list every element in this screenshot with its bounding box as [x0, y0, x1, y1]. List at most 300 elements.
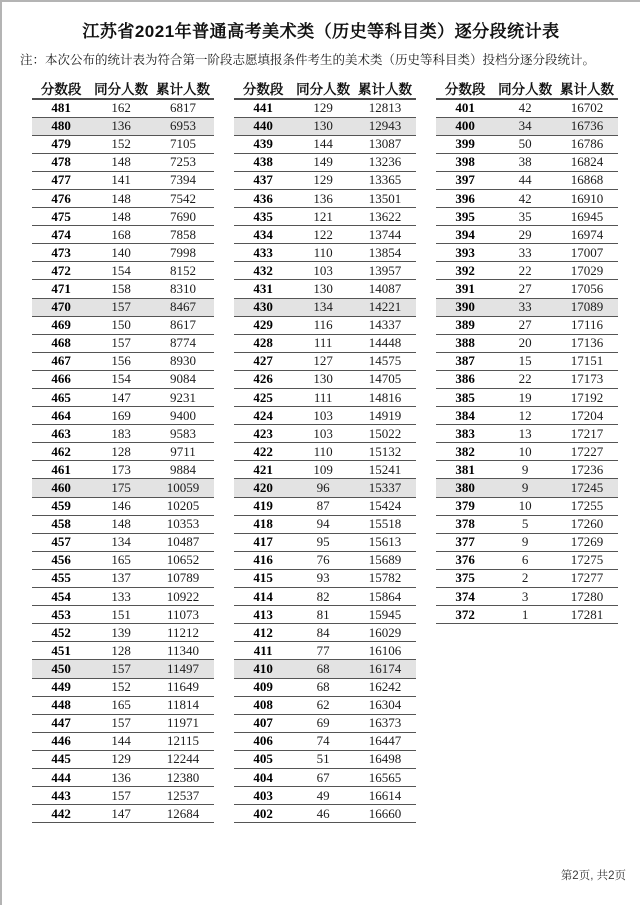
table-row [234, 714, 416, 732]
cell-cumulative: 17204 [556, 407, 618, 425]
table-row [234, 189, 416, 207]
table-row [234, 588, 416, 606]
cell-cumulative: 8930 [152, 352, 214, 370]
cell-score: 452 [32, 624, 90, 642]
cell-same-count: 157 [90, 334, 152, 352]
cell-cumulative: 9231 [152, 389, 214, 407]
cell-cumulative: 14087 [354, 280, 416, 298]
table-row [32, 606, 214, 624]
table-row [436, 298, 618, 316]
cell-score: 377 [436, 533, 494, 551]
cell-same-count: 110 [292, 443, 354, 461]
cell-cumulative: 9583 [152, 425, 214, 443]
table-row [436, 280, 618, 298]
cell-score: 457 [32, 533, 90, 551]
table-row [436, 533, 618, 551]
cell-score: 459 [32, 497, 90, 515]
cell-cumulative: 13957 [354, 262, 416, 280]
cell-cumulative: 14816 [354, 389, 416, 407]
cell-cumulative: 15424 [354, 497, 416, 515]
cell-score: 447 [32, 714, 90, 732]
cell-same-count: 74 [292, 732, 354, 750]
cell-same-count: 165 [90, 696, 152, 714]
table-row [32, 153, 214, 171]
table-row [234, 99, 416, 117]
table-row [32, 208, 214, 226]
cell-cumulative: 17277 [556, 569, 618, 587]
cell-score: 441 [234, 99, 292, 117]
table-row [32, 461, 214, 479]
table-row [234, 533, 416, 551]
cell-cumulative: 17227 [556, 443, 618, 461]
cell-score: 372 [436, 606, 494, 624]
cell-score: 403 [234, 787, 292, 805]
cell-same-count: 148 [90, 189, 152, 207]
cell-score: 477 [32, 171, 90, 189]
cell-same-count: 139 [90, 624, 152, 642]
table-row [436, 189, 618, 207]
cell-cumulative: 10353 [152, 515, 214, 533]
cell-same-count: 22 [494, 262, 556, 280]
cell-score: 466 [32, 370, 90, 388]
cell-cumulative: 16498 [354, 750, 416, 768]
cell-same-count: 129 [292, 99, 354, 117]
cell-score: 444 [32, 768, 90, 786]
cell-cumulative: 7998 [152, 244, 214, 262]
table-row [234, 135, 416, 153]
table-row [234, 370, 416, 388]
table-row [32, 732, 214, 750]
cell-score: 440 [234, 117, 292, 135]
header-row [32, 78, 214, 99]
table-row [234, 298, 416, 316]
cell-same-count: 127 [292, 352, 354, 370]
cell-same-count: 42 [494, 99, 556, 117]
cell-same-count: 2 [494, 569, 556, 587]
cell-cumulative: 16824 [556, 153, 618, 171]
cell-same-count: 44 [494, 171, 556, 189]
cell-cumulative: 10059 [152, 479, 214, 497]
cell-score: 439 [234, 135, 292, 153]
cell-same-count: 67 [292, 768, 354, 786]
cell-score: 380 [436, 479, 494, 497]
cell-same-count: 49 [292, 787, 354, 805]
cell-cumulative: 16447 [354, 732, 416, 750]
cell-same-count: 69 [292, 714, 354, 732]
table-row [234, 280, 416, 298]
cell-cumulative: 7690 [152, 208, 214, 226]
cell-score: 463 [32, 425, 90, 443]
cell-cumulative: 16786 [556, 135, 618, 153]
cell-same-count: 148 [90, 208, 152, 226]
cell-score: 398 [436, 153, 494, 171]
table-row [32, 280, 214, 298]
cell-same-count: 109 [292, 461, 354, 479]
note-text: 注：本次公布的统计表为符合第一阶段志愿填报条件考生的美术类（历史等科目类）投档分逐分段统计。 [20, 53, 596, 67]
cell-cumulative: 16868 [556, 171, 618, 189]
cell-same-count: 165 [90, 551, 152, 569]
cell-same-count: 103 [292, 425, 354, 443]
cell-score: 437 [234, 171, 292, 189]
table-row [234, 425, 416, 443]
cell-same-count: 147 [90, 805, 152, 823]
cell-score: 413 [234, 606, 292, 624]
cell-cumulative: 14337 [354, 316, 416, 334]
cell-cumulative: 11649 [152, 678, 214, 696]
table-row [32, 425, 214, 443]
table-row [436, 425, 618, 443]
cell-cumulative: 7105 [152, 135, 214, 153]
cell-cumulative: 10205 [152, 497, 214, 515]
table-row [234, 479, 416, 497]
table-row [234, 660, 416, 678]
cell-same-count: 33 [494, 244, 556, 262]
cell-score: 401 [436, 99, 494, 117]
cell-cumulative: 17089 [556, 298, 618, 316]
table-row [32, 407, 214, 425]
cell-cumulative: 15864 [354, 588, 416, 606]
cell-score: 410 [234, 660, 292, 678]
cell-score: 453 [32, 606, 90, 624]
cell-same-count: 148 [90, 515, 152, 533]
cell-score: 378 [436, 515, 494, 533]
cell-same-count: 81 [292, 606, 354, 624]
cell-same-count: 13 [494, 425, 556, 443]
table-row [234, 696, 416, 714]
cell-score: 469 [32, 316, 90, 334]
cell-score: 470 [32, 298, 90, 316]
cell-same-count: 93 [292, 569, 354, 587]
cell-score: 405 [234, 750, 292, 768]
cell-cumulative: 17280 [556, 588, 618, 606]
cell-cumulative: 16614 [354, 787, 416, 805]
table-row [234, 732, 416, 750]
table-body-1 [32, 99, 214, 823]
cell-cumulative: 15241 [354, 461, 416, 479]
cell-cumulative: 11497 [152, 660, 214, 678]
table-row [234, 787, 416, 805]
cell-cumulative: 16174 [354, 660, 416, 678]
cell-score: 465 [32, 389, 90, 407]
cell-score: 400 [436, 117, 494, 135]
table-row [436, 153, 618, 171]
table-row [32, 389, 214, 407]
header-row [436, 78, 618, 99]
cell-score: 475 [32, 208, 90, 226]
cell-score: 445 [32, 750, 90, 768]
table-row [436, 244, 618, 262]
cell-same-count: 150 [90, 316, 152, 334]
cell-score: 391 [436, 280, 494, 298]
cell-cumulative: 17116 [556, 316, 618, 334]
cell-score: 458 [32, 515, 90, 533]
cell-same-count: 87 [292, 497, 354, 515]
cell-same-count: 157 [90, 714, 152, 732]
cell-score: 414 [234, 588, 292, 606]
cell-cumulative: 12537 [152, 787, 214, 805]
cell-score: 388 [436, 334, 494, 352]
cell-same-count: 136 [292, 189, 354, 207]
table-row [436, 515, 618, 533]
cell-cumulative: 8152 [152, 262, 214, 280]
cell-same-count: 168 [90, 226, 152, 244]
table-row [32, 316, 214, 334]
cell-cumulative: 8467 [152, 298, 214, 316]
cell-score: 412 [234, 624, 292, 642]
cell-cumulative: 15782 [354, 569, 416, 587]
cell-cumulative: 16565 [354, 768, 416, 786]
table-row [234, 407, 416, 425]
cell-score: 435 [234, 208, 292, 226]
cell-score: 449 [32, 678, 90, 696]
table-row [234, 389, 416, 407]
table-row [436, 389, 618, 407]
cell-cumulative: 15689 [354, 551, 416, 569]
cell-cumulative: 16304 [354, 696, 416, 714]
cell-score: 471 [32, 280, 90, 298]
table-row [436, 569, 618, 587]
cell-cumulative: 7542 [152, 189, 214, 207]
cell-cumulative: 17056 [556, 280, 618, 298]
header-cumulative: 累计人数 [556, 78, 618, 99]
table-row [234, 461, 416, 479]
cell-same-count: 96 [292, 479, 354, 497]
cell-score: 423 [234, 425, 292, 443]
cell-cumulative: 10487 [152, 533, 214, 551]
cell-same-count: 128 [90, 443, 152, 461]
cell-score: 434 [234, 226, 292, 244]
table-row [32, 768, 214, 786]
table-row [436, 262, 618, 280]
table-row [436, 370, 618, 388]
cell-score: 392 [436, 262, 494, 280]
cell-cumulative: 13087 [354, 135, 416, 153]
cell-cumulative: 16106 [354, 642, 416, 660]
cell-score: 376 [436, 551, 494, 569]
table-row [234, 117, 416, 135]
table-row [32, 117, 214, 135]
cell-cumulative: 17029 [556, 262, 618, 280]
cell-score: 468 [32, 334, 90, 352]
table-row [32, 787, 214, 805]
cell-cumulative: 17245 [556, 479, 618, 497]
table-row [436, 407, 618, 425]
table-row [32, 479, 214, 497]
cell-same-count: 128 [90, 642, 152, 660]
cell-same-count: 42 [494, 189, 556, 207]
cell-same-count: 27 [494, 280, 556, 298]
cell-cumulative: 16373 [354, 714, 416, 732]
cell-same-count: 121 [292, 208, 354, 226]
cell-score: 430 [234, 298, 292, 316]
cell-same-count: 129 [90, 750, 152, 768]
cell-same-count: 152 [90, 678, 152, 696]
table-row [436, 588, 618, 606]
cell-score: 427 [234, 352, 292, 370]
score-table-1 [32, 78, 214, 823]
header-cumulative: 累计人数 [354, 78, 416, 99]
cell-same-count: 157 [90, 660, 152, 678]
table-row [32, 298, 214, 316]
header-score-band: 分数段 [436, 78, 494, 99]
table-body-2 [234, 99, 416, 823]
table-row [234, 443, 416, 461]
cell-score: 415 [234, 569, 292, 587]
cell-same-count: 130 [292, 370, 354, 388]
cell-cumulative: 16974 [556, 226, 618, 244]
cell-cumulative: 11212 [152, 624, 214, 642]
cell-same-count: 10 [494, 497, 556, 515]
table-row [436, 352, 618, 370]
cell-cumulative: 13365 [354, 171, 416, 189]
cell-score: 443 [32, 787, 90, 805]
cell-cumulative: 16945 [556, 208, 618, 226]
cell-same-count: 20 [494, 334, 556, 352]
header-cumulative: 累计人数 [152, 78, 214, 99]
cell-cumulative: 14919 [354, 407, 416, 425]
table-row [32, 135, 214, 153]
cell-score: 480 [32, 117, 90, 135]
cell-same-count: 152 [90, 135, 152, 153]
cell-score: 393 [436, 244, 494, 262]
cell-score: 386 [436, 370, 494, 388]
cell-score: 451 [32, 642, 90, 660]
table-row [32, 244, 214, 262]
table-row [436, 135, 618, 153]
cell-score: 395 [436, 208, 494, 226]
cell-cumulative: 15022 [354, 425, 416, 443]
cell-same-count: 5 [494, 515, 556, 533]
cell-score: 438 [234, 153, 292, 171]
page-title: 江苏省2021年普通高考美术类（历史等科目类）逐分段统计表 [82, 22, 560, 41]
table-row [436, 99, 618, 117]
cell-score: 460 [32, 479, 90, 497]
cell-cumulative: 13622 [354, 208, 416, 226]
cell-score: 382 [436, 443, 494, 461]
cell-same-count: 157 [90, 787, 152, 805]
cell-cumulative: 12244 [152, 750, 214, 768]
header-same-count: 同分人数 [292, 78, 354, 99]
cell-same-count: 10 [494, 443, 556, 461]
cell-cumulative: 11971 [152, 714, 214, 732]
cell-cumulative: 11073 [152, 606, 214, 624]
cell-same-count: 144 [90, 732, 152, 750]
cell-score: 464 [32, 407, 90, 425]
cell-cumulative: 17269 [556, 533, 618, 551]
cell-score: 384 [436, 407, 494, 425]
cell-same-count: 173 [90, 461, 152, 479]
table-row [32, 678, 214, 696]
table-row [234, 768, 416, 786]
cell-cumulative: 17136 [556, 334, 618, 352]
cell-cumulative: 17281 [556, 606, 618, 624]
table-row [436, 497, 618, 515]
cell-same-count: 62 [292, 696, 354, 714]
cell-score: 478 [32, 153, 90, 171]
cell-cumulative: 15518 [354, 515, 416, 533]
table-row [32, 588, 214, 606]
cell-cumulative: 16736 [556, 117, 618, 135]
cell-cumulative: 7253 [152, 153, 214, 171]
table-row [32, 443, 214, 461]
tables-container [32, 78, 640, 823]
table-row [436, 117, 618, 135]
cell-same-count: 183 [90, 425, 152, 443]
cell-same-count: 35 [494, 208, 556, 226]
cell-same-count: 19 [494, 389, 556, 407]
cell-score: 406 [234, 732, 292, 750]
cell-same-count: 136 [90, 768, 152, 786]
table-row [436, 226, 618, 244]
cell-score: 479 [32, 135, 90, 153]
table-row [32, 642, 214, 660]
table-row [32, 660, 214, 678]
table-row [436, 479, 618, 497]
cell-score: 472 [32, 262, 90, 280]
cell-same-count: 12 [494, 407, 556, 425]
cell-same-count: 34 [494, 117, 556, 135]
cell-score: 429 [234, 316, 292, 334]
table-row [436, 316, 618, 334]
cell-same-count: 110 [292, 244, 354, 262]
table-row [32, 515, 214, 533]
table-row [234, 551, 416, 569]
cell-cumulative: 15132 [354, 443, 416, 461]
cell-score: 422 [234, 443, 292, 461]
cell-same-count: 1 [494, 606, 556, 624]
cell-same-count: 6 [494, 551, 556, 569]
cell-cumulative: 17260 [556, 515, 618, 533]
cell-score: 420 [234, 479, 292, 497]
cell-score: 394 [436, 226, 494, 244]
cell-same-count: 136 [90, 117, 152, 135]
cell-same-count: 111 [292, 334, 354, 352]
table-row [234, 208, 416, 226]
table-row [436, 334, 618, 352]
page-number: 第2页, 共2页 [560, 870, 626, 882]
table-row [234, 171, 416, 189]
cell-same-count: 169 [90, 407, 152, 425]
cell-score: 387 [436, 352, 494, 370]
table-row [234, 805, 416, 823]
cell-cumulative: 14705 [354, 370, 416, 388]
cell-cumulative: 12943 [354, 117, 416, 135]
cell-same-count: 141 [90, 171, 152, 189]
cell-score: 407 [234, 714, 292, 732]
table-row [436, 443, 618, 461]
table-row [32, 714, 214, 732]
cell-score: 436 [234, 189, 292, 207]
cell-score: 448 [32, 696, 90, 714]
cell-cumulative: 17173 [556, 370, 618, 388]
cell-same-count: 77 [292, 642, 354, 660]
cell-score: 375 [436, 569, 494, 587]
cell-same-count: 140 [90, 244, 152, 262]
cell-cumulative: 16242 [354, 678, 416, 696]
table-row [234, 515, 416, 533]
cell-cumulative: 10652 [152, 551, 214, 569]
table-row [436, 606, 618, 624]
table-row [234, 606, 416, 624]
cell-score: 408 [234, 696, 292, 714]
table-row [436, 551, 618, 569]
cell-same-count: 46 [292, 805, 354, 823]
cell-score: 418 [234, 515, 292, 533]
cell-score: 390 [436, 298, 494, 316]
table-row [32, 624, 214, 642]
cell-same-count: 137 [90, 569, 152, 587]
cell-same-count: 116 [292, 316, 354, 334]
